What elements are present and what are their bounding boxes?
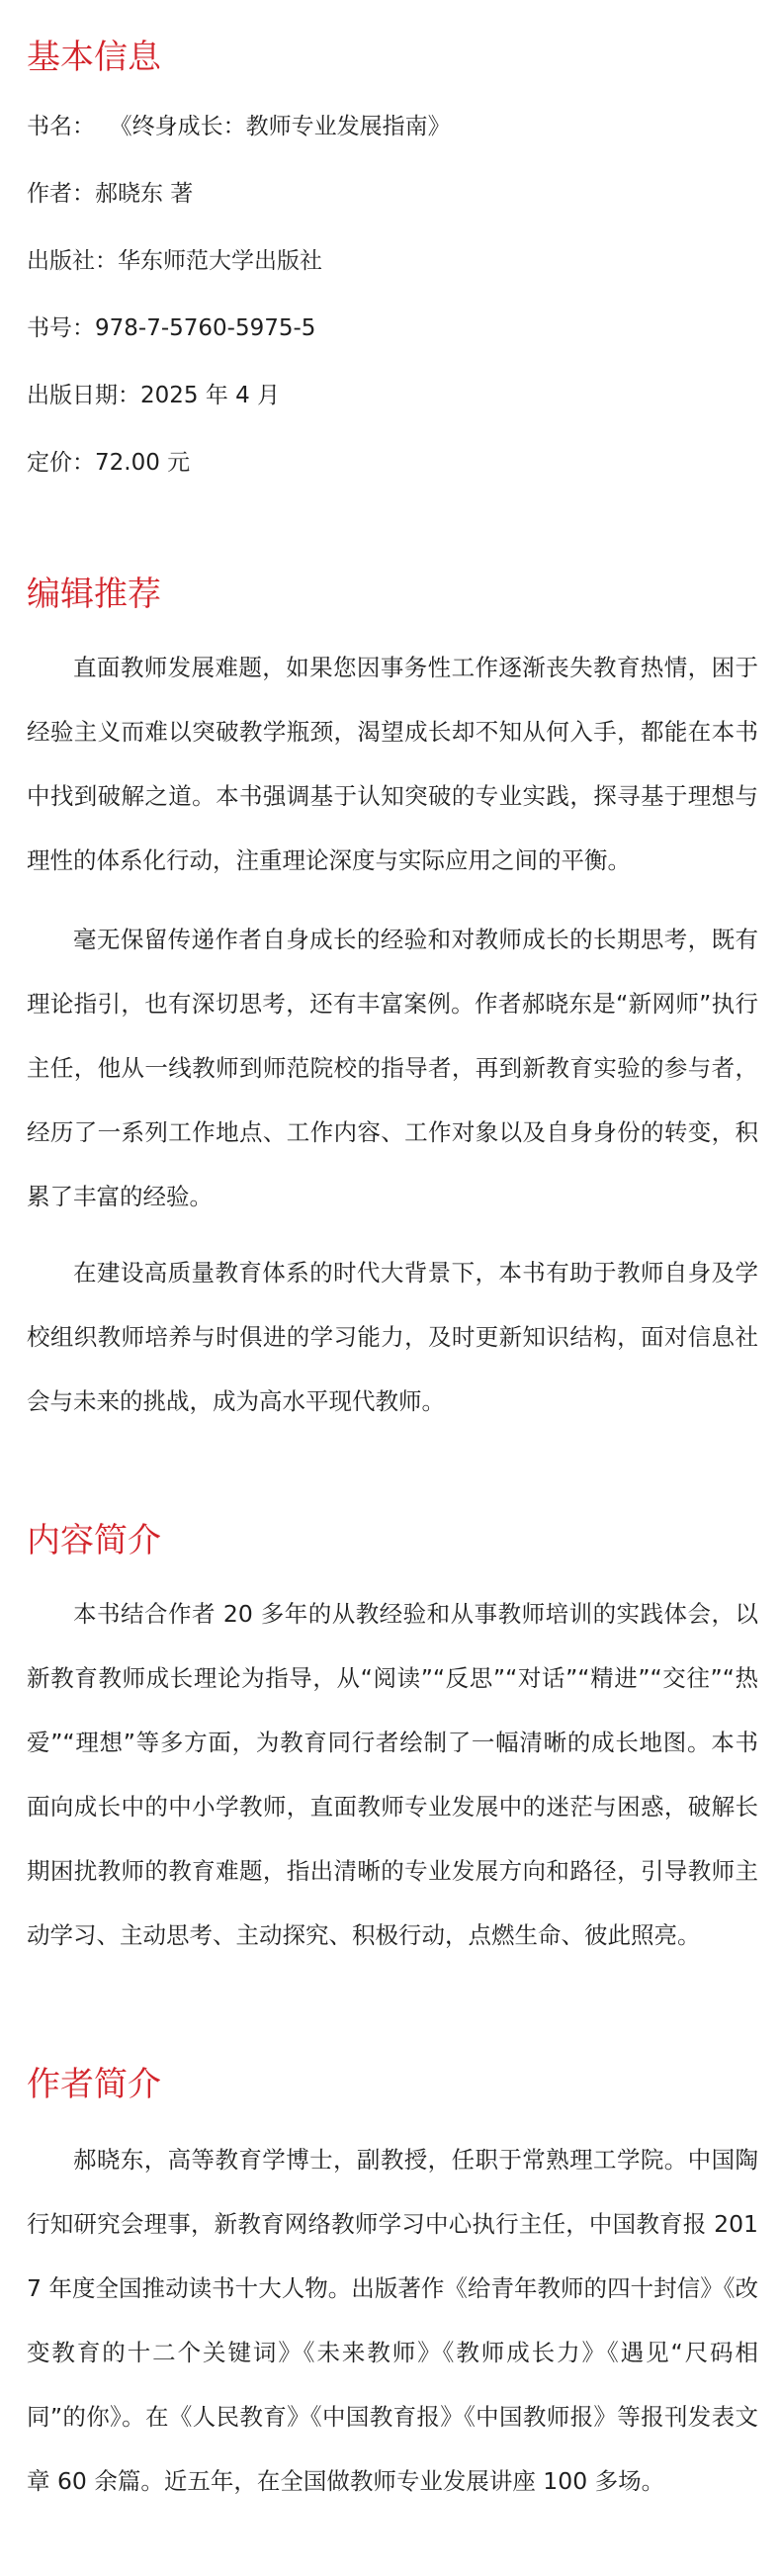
info-publisher: 出版社：华东师范大学出版社 <box>27 248 322 274</box>
editor-paragraph-1: 直面教师发展难题，如果您因事务性工作逐渐丧失教育热情，困于经验主义而难以突破教学瓶颈，渴望成长却不知从何入手，都能在本书中找到破解之道。本书强调基于认知突破的专业实践，探寻基于理想与理性的体系化行动，注重理论深度与实际应用之间的平衡。 <box>27 654 758 874</box>
content-intro-paragraph: 本书结合作者 20 多年的从教经验和从事教师培训的实践体会，以新教育教师成长理论为指导，从“阅读”“反思”“对话”“精进”“交往”“热爱”“理想”等多方面，为教育同行者绘制了一幅清晰的成长地图。本书面向成长中的中小学教师，直面教师专业发展中的迷茫与困惑，破解长期困扰教师的教育难题，指出清晰的专业发展方向和路径，引导教师主动学习、主动思考、主动探究、积极行动，点燃生命、彼此照亮。 <box>27 1600 758 1949</box>
content-intro-heading: 内容简介 <box>27 1521 161 1560</box>
info-pub-date: 出版日期：2025 年 4 月 <box>27 383 281 408</box>
info-price: 定价：72.00 元 <box>27 450 191 476</box>
editor-paragraph-2: 毫无保留传递作者自身成长的经验和对教师成长的长期思考，既有理论指引，也有深切思考，还有丰富案例。作者郝晓东是“新网师”执行主任，他从一线教师到师范院校的指导者，再到新教育实验的参与者，经历了一系列工作地点、工作内容、工作对象以及自身身份的转变，积累了丰富的经验。 <box>27 926 758 1210</box>
info-title: 书名： 《终身成长：教师专业发展指南》 <box>27 114 451 139</box>
basic-info-heading: 基本信息 <box>27 38 161 77</box>
editor-paragraph-3: 在建设高质量教育体系的时代大背景下，本书有助于教师自身及学校组织教师培养与时俱进的学习能力，及时更新知识结构，面对信息社会与未来的挑战，成为高水平现代教师。 <box>27 1259 758 1415</box>
author-intro-paragraph: 郝晓东，高等教育学博士，副教授，任职于常熟理工学院。中国陶行知研究会理事，新教育网络教师学习中心执行主任，中国教育报 2017 年度全国推动读书十大人物。出版著作《给青年教师的四十封信》《改变教育的十二个关键词》《未来教师》《教师成长力》《遇见“尺码相同”的你》。在《人民教育》《中国教育报》《中国教师报》等报刊发表文章 60 余篇。近五年，在全国做教师专业发展讲座 100 多场。 <box>27 2146 758 2495</box>
editor-recommendation-heading: 编辑推荐 <box>27 575 161 614</box>
info-author: 作者：郝晓东 著 <box>27 181 194 207</box>
info-isbn: 书号：978-7-5760-5975-5 <box>27 315 316 341</box>
author-intro-heading: 作者简介 <box>27 2065 161 2104</box>
